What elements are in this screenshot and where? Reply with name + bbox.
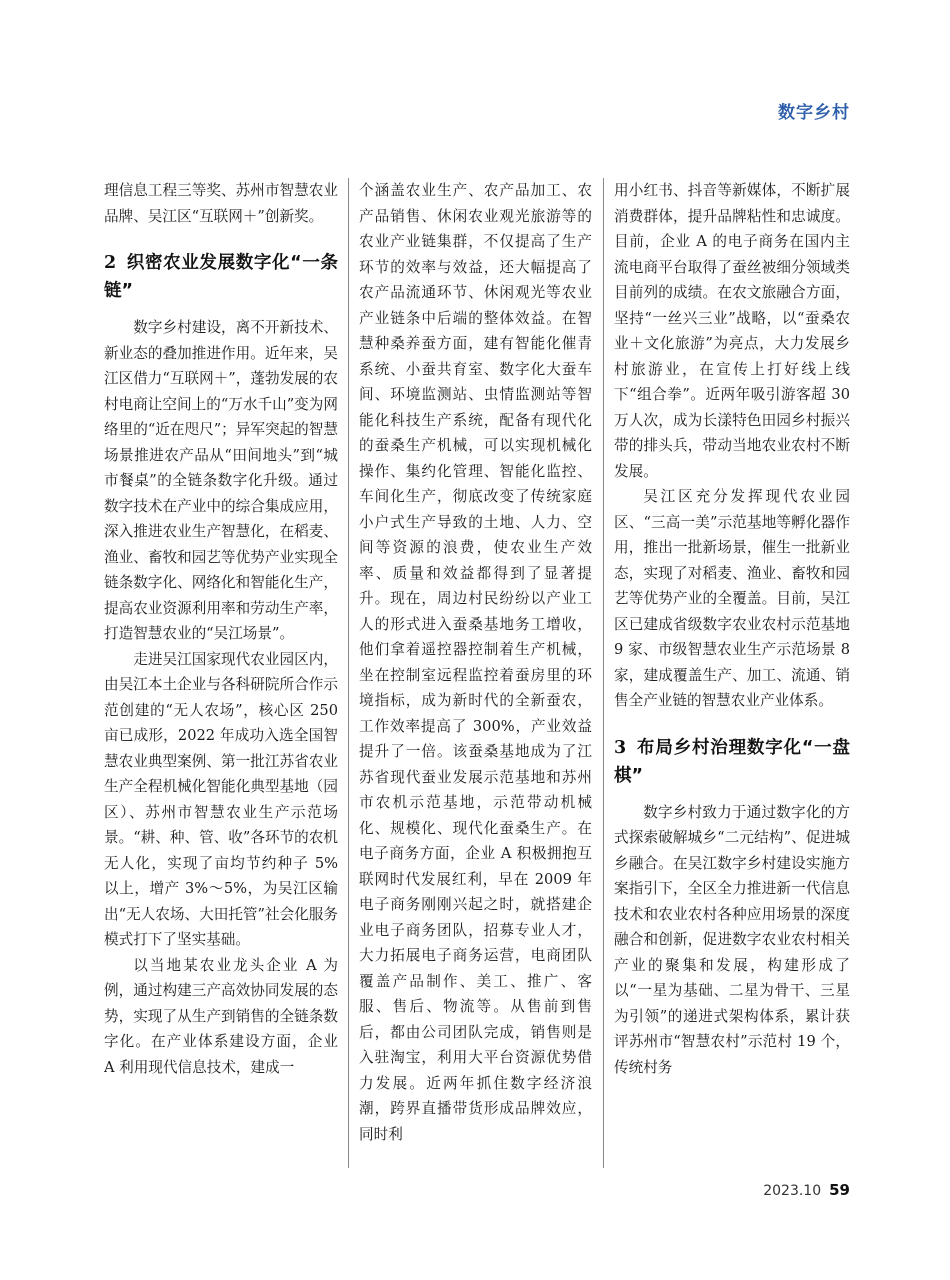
- paragraph: 吴江区充分发挥现代农业园区、“三高一美”示范基地等孵化器作用，推出一批新场景，催生一批新业态，实现了对稻麦、渔业、畜牧和园艺等优势产业的全覆盖。目前，吴江区已建成省级数字农业农村示范基地 9 家、市级智慧农业生产示范场景 8 家，建成覆盖生产、加工、流通、销售全产业链的智慧农业产业体系。: [614, 488, 850, 709]
- paragraph: 理信息工程三等奖、苏州市智慧农业品牌、吴江区“互联网＋”创新奖。: [104, 182, 338, 225]
- section-number: 3: [614, 737, 627, 758]
- paragraph: 走进吴江国家现代农业园区内，由吴江本土企业与各科研院所合作示范创建的“无人农场”，核心区 250 亩已成形，2022 年成功入选全国智慧农业典型案例、第一批江苏省农业生产全程机械化智能化典型基地（园区）、苏州市智慧农业生产示范场景。“耕、种、管、收”各环节的农机无人化，实现了亩均节约种子 5% 以上，增产 3%～5%，为吴江区输出“无人农场、大田托管”社会化服务模式打下了坚实基础。: [104, 650, 338, 948]
- section-label: 数字乡村: [778, 103, 850, 123]
- section-number: 2: [104, 253, 117, 273]
- section-heading-3: [614, 734, 850, 790]
- paragraph: 数字乡村建设，离不开新技术、新业态的叠加推进作用。近年来，吴江区借力“互联网＋”，蓬勃发展的农村电商让空间上的“万水千山”变为网络里的“近在咫尺”；异军突起的智慧场景推进农产品从“田间地头”到“城市餐桌”的全链条数字化升级。通过数字技术在产业中的综合集成应用，深入推进农业生产智慧化，在稻麦、渔业、畜牧和园艺等优势产业实现全链条数字化、网络化和智能化生产，提高农业资源利用率和劳动生产率，打造智慧农业的“吴江场景”。: [104, 319, 338, 642]
- text-column-2: [359, 178, 592, 1178]
- paragraph: 用小红书、抖音等新媒体，不断扩展消费群体，提升品牌粘性和忠诚度。目前，企业 A 的电子商务在国内主流电商平台取得了蚕丝被细分领域类目前列的成绩。在农文旅融合方面，坚持“一丝兴三业”战略，以“蚕桑农业＋文化旅游”为亮点，大力发展乡村旅游业，在宣传上打好线上线下“组合拳”。近两年吸引游客超 30 万人次，成为长漾特色田园乡村振兴带的排头兵，带动当地农业农村不断发展。: [614, 182, 850, 480]
- page-footer: [763, 1180, 850, 1199]
- column-divider: [348, 178, 349, 1168]
- page-number: 59: [829, 1181, 850, 1199]
- text-column-3: [614, 178, 850, 1178]
- text-column-1: [104, 178, 338, 1178]
- section-title: 织密农业发展数字化“一条链”: [104, 253, 338, 301]
- section-title: 布局乡村治理数字化“一盘棋”: [614, 737, 850, 786]
- section-heading-2: [104, 249, 338, 305]
- paragraph: 数字乡村致力于通过数字化的方式探索破解城乡“二元结构”、促进城乡融合。在吴江数字乡村建设实施方案指引下，全区全力推进新一代信息技术和农业农村各种应用场景的深度融合和创新，促进数字农业农村相关产业的聚集和发展，构建形成了以“一星为基础、二星为骨干、三星为引领”的递进式架构体系，累计获评苏州市“智慧农村”示范村 19 个，传统村务: [614, 803, 850, 1076]
- paragraph: 以当地某农业龙头企业 A 为例，通过构建三产高效协同发展的态势，实现了从生产到销售的全链条数字化。在产业体系建设方面，企业 A 利用现代信息技术，建成一: [104, 956, 338, 1076]
- column-divider: [603, 178, 604, 1168]
- issue-date: 2023.10: [763, 1183, 822, 1199]
- paragraph: 个涵盖农业生产、农产品加工、农产品销售、休闲农业观光旅游等的农业产业链集群，不仅提高了生产环节的效率与效益，还大幅提高了农产品流通环节、休闲观光等农业产业链条中后端的整体效益。在智慧种桑养蚕方面，建有智能化催青系统、小蚕共育室、数字化大蚕车间、环境监测站、虫情监测站等智能化科技生产系统，配备有现代化的蚕桑生产机械，可以实现机械化操作、集约化管理、智能化监控、车间化生产，彻底改变了传统家庭小户式生产导致的土地、人力、空间等资源的浪费，使农业生产效率、质量和效益都得到了显著提升。现在，周边村民纷纷以产业工人的形式进入蚕桑基地务工增收，他们拿着遥控器控制着生产机械，坐在控制室远程监控着蚕房里的环境指标，成为新时代的全新蚕农，工作效率提高了 300%，产业效益提升了一倍。该蚕桑基地成为了江苏省现代蚕业发展示范基地和苏州市农机示范基地，示范带动机械化、规模化、现代化蚕桑生产。在电子商务方面，企业 A 积极拥抱互联网时代发展红利，早在 2009 年电子商务刚刚兴起之时，就搭建企业电子商务团队，招募专业人才，大力拓展电子商务运营，电商团队覆盖产品制作、美工、推广、客服、售后、物流等。从售前到售后，都由公司团队完成，销售则是入驻淘宝，利用大平台资源优势借力发展。近两年抓住数字经济浪潮，跨界直播带货形成品牌效应，同时利: [359, 182, 592, 1143]
